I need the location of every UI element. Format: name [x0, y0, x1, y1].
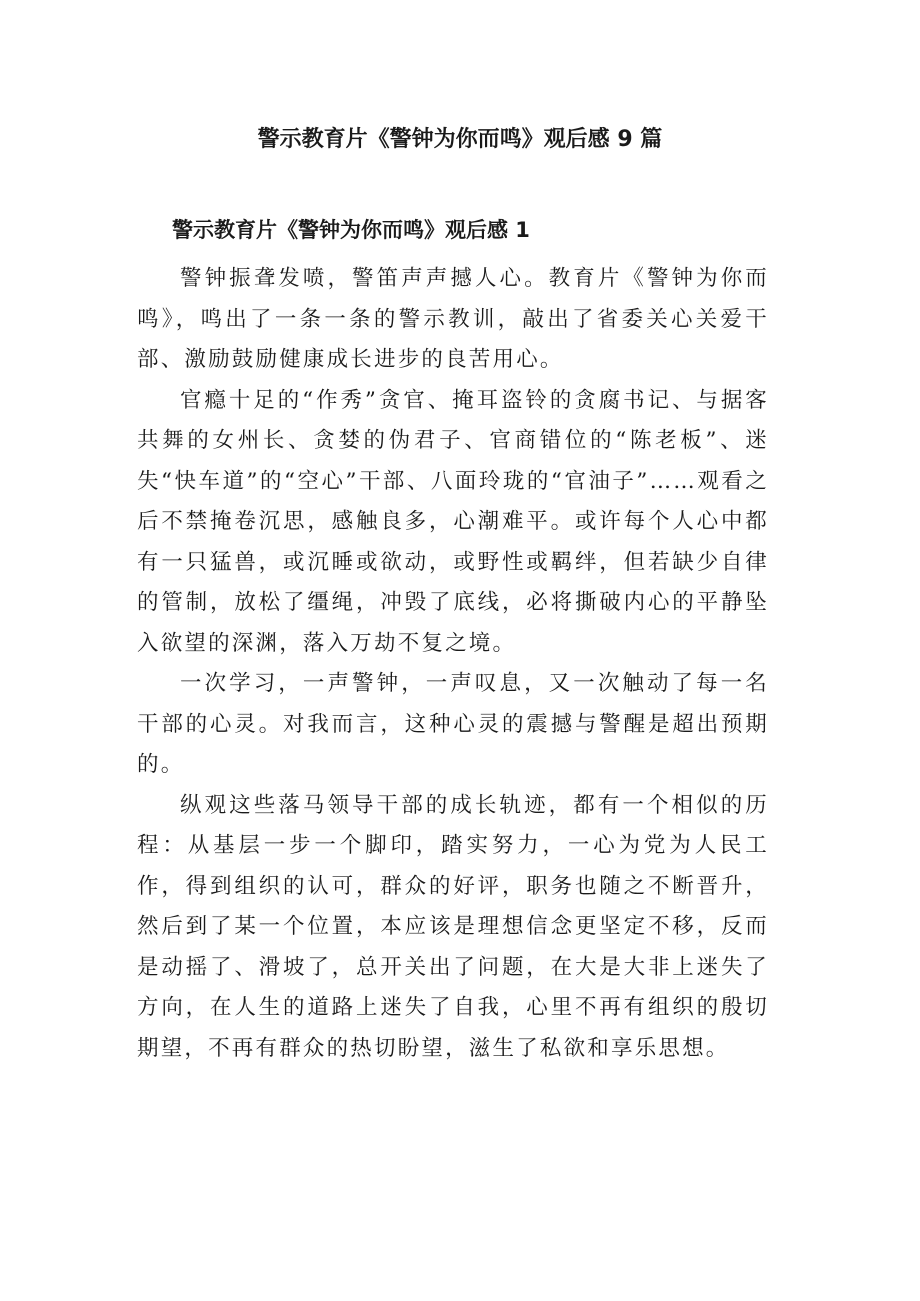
document-title: 警示教育片《警钟为你而鸣》观后感 9 篇	[257, 127, 663, 152]
paragraph: 警钟振聋发喷，警笛声声撼人心。教育片《警钟为你而鸣》，鸣出了一条一条的警示教训，敲出了省委关心关爱干部、激励鼓励健康成长进步的良苦用心。	[137, 266, 769, 372]
body-text	[137, 259, 769, 1069]
section-heading: 警示教育片《警钟为你而鸣》观后感 1	[172, 218, 530, 242]
paragraph: 纵观这些落马领导干部的成长轨迹，都有一个相似的历程：从基层一步一个脚印，踏实努力，一心为党为人民工作，得到组织的认可，群众的好评，职务也随之不断晋升，然后到了某一个位置，本应该是理想信念更坚定不移，反而是动摇了、滑坡了，总开关出了问题，在大是大非上迷失了方向，在人生的道路上迷失了自我，心里不再有组织的殷切期望，不再有群众的热切盼望，滋生了私欲和享乐思想。	[137, 792, 769, 1061]
paragraph: 官瘾十足的“作秀”贪官、掩耳盗铃的贪腐书记、与据客共舞的女州长、贪婪的伪君子、官商错位的“陈老板”、迷失“快车道”的“空心”干部、八面玲珑的“官油子”……观看之后不禁掩卷沉思，感触良多，心潮难平。或许每个人心中都有一只猛兽，或沉睡或欲动，或野性或羁绊，但若缺少自律的管制，放松了缰绳，冲毁了底线，必将撕破内心的平静坠入欲望的深渊，落入万劫不复之境。	[137, 387, 769, 656]
paragraph: 一次学习，一声警钟，一声叹息，又一次触动了每一名干部的心灵。对我而言，这种心灵的震撼与警醒是超出预期的。	[137, 671, 769, 777]
